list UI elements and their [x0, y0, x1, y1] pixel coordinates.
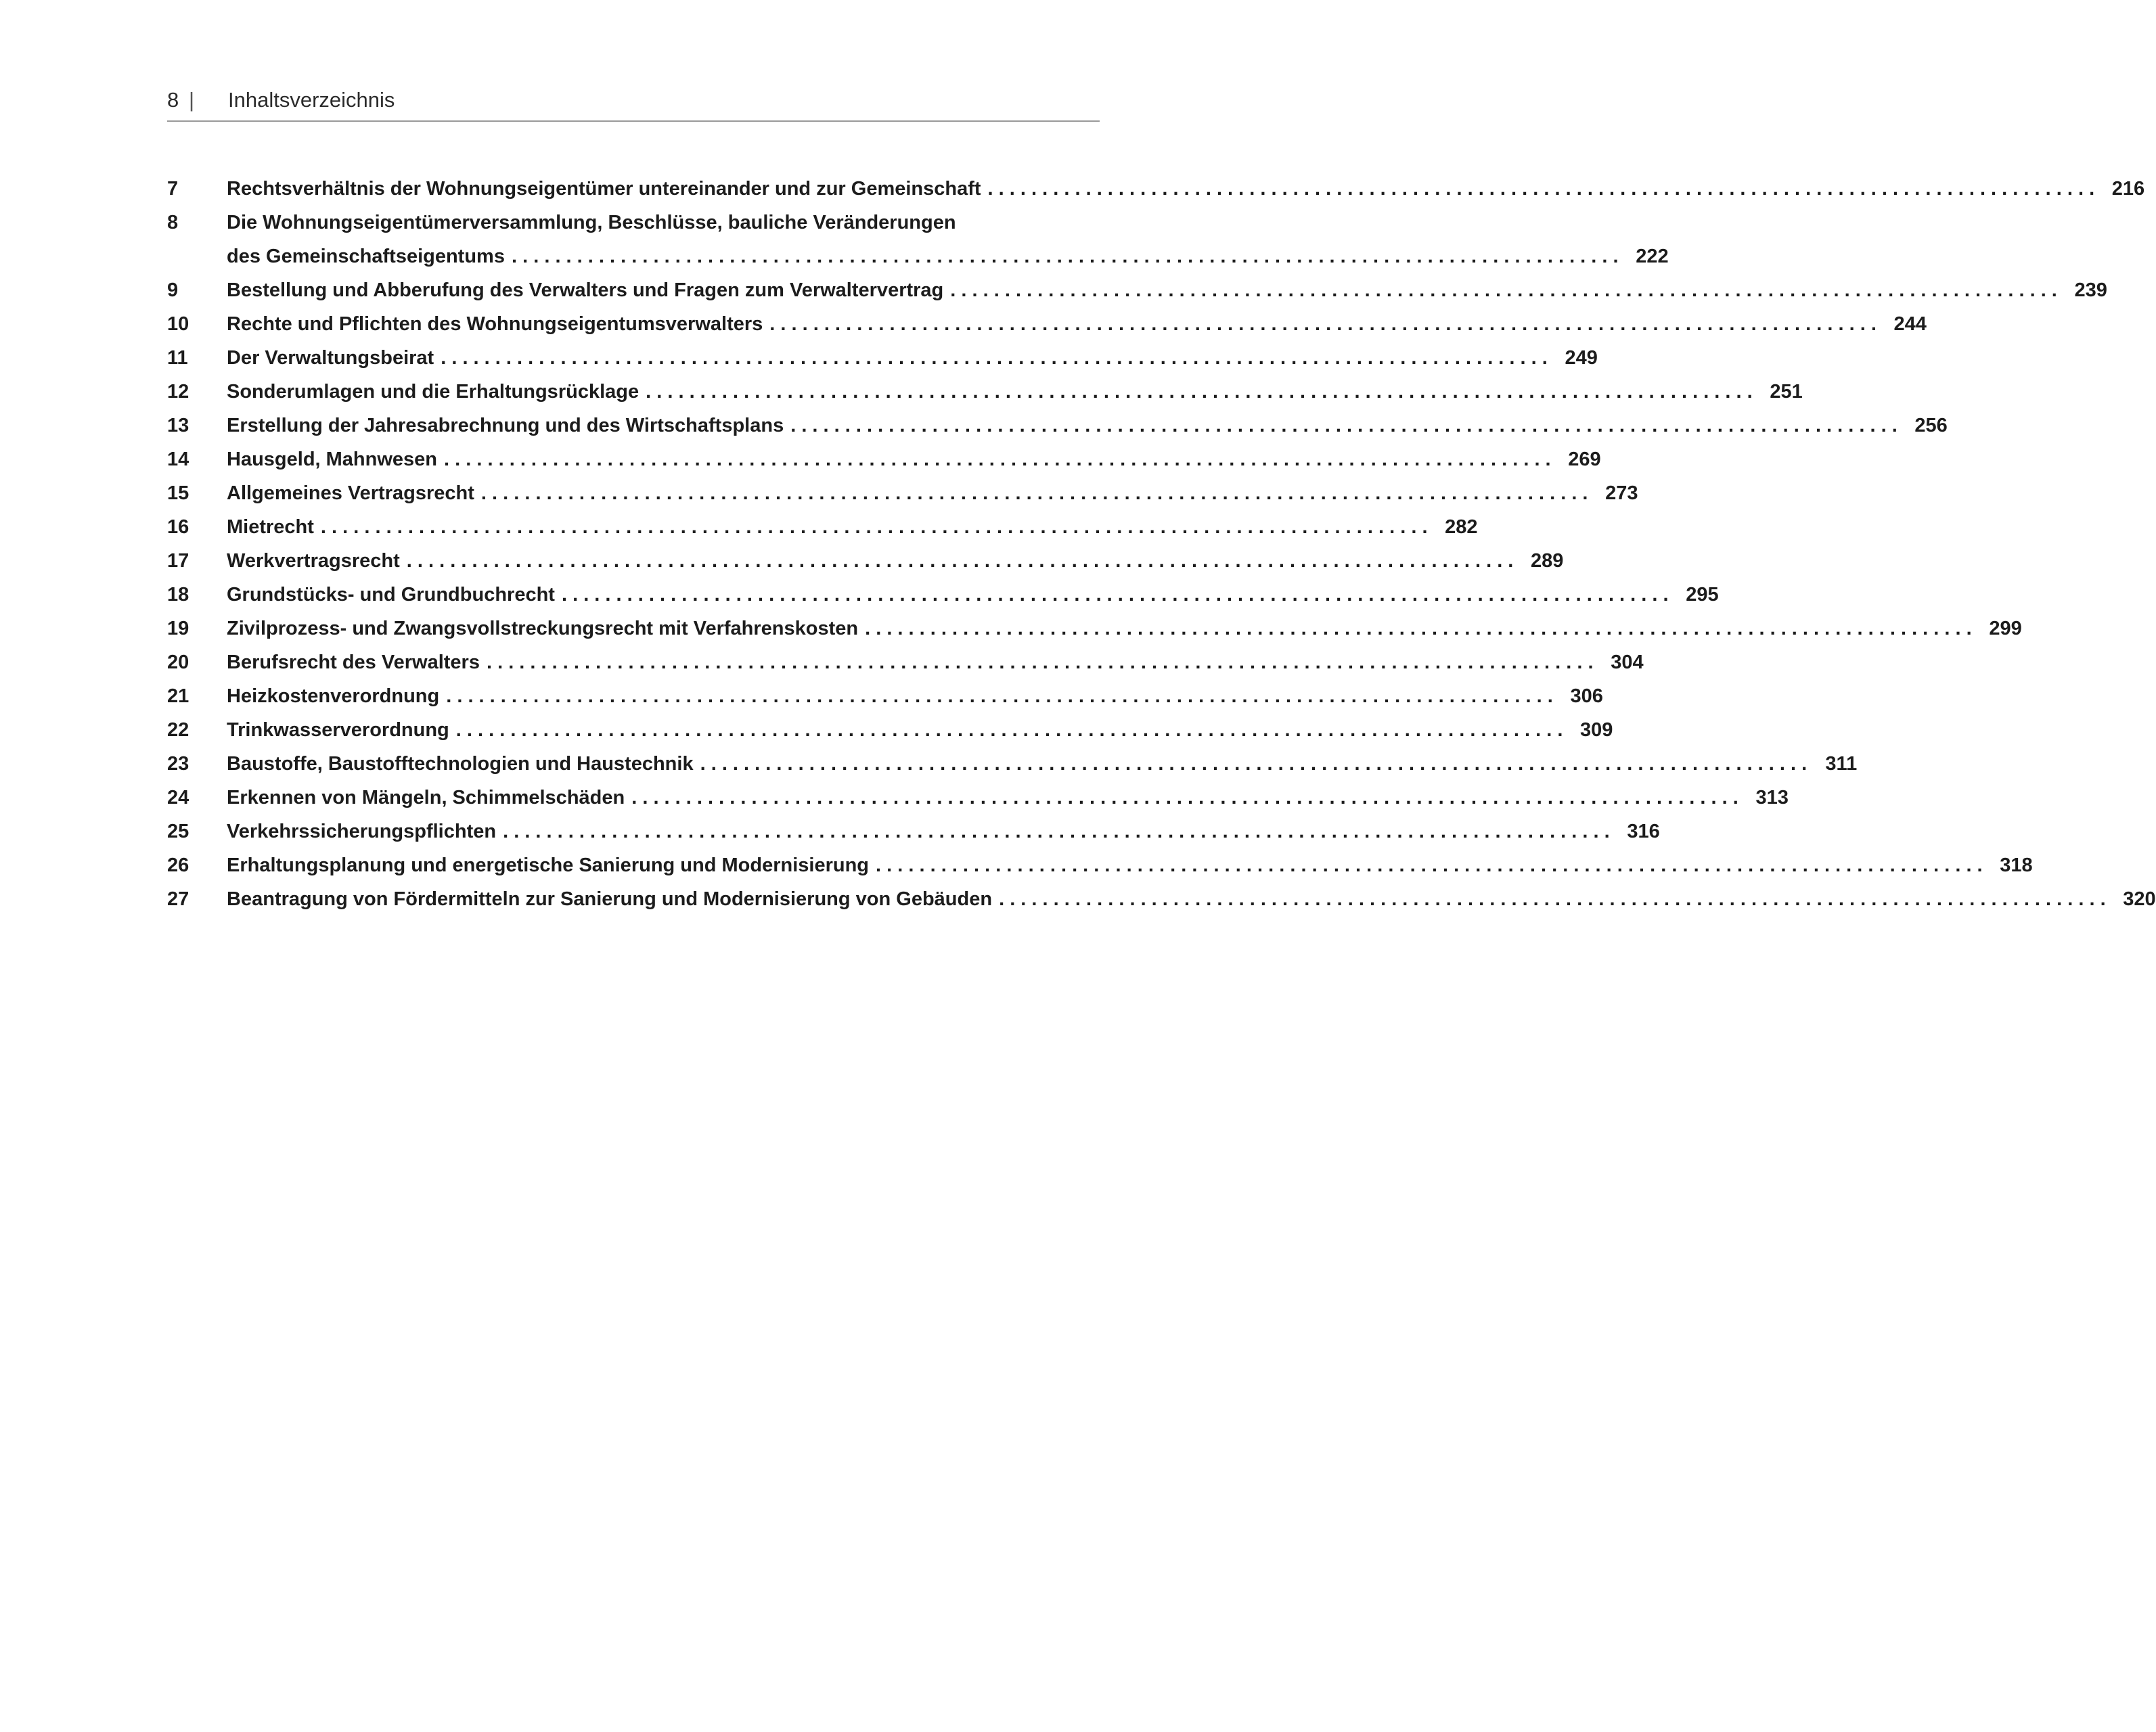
toc-page-number: 289 — [1530, 550, 1564, 572]
toc-entry[interactable] — [167, 273, 2107, 307]
toc-chapter-title: Erhaltungsplanung und energetische Sanierung und Modernisierung — [227, 854, 870, 876]
toc-entry-body — [227, 273, 2107, 307]
toc-page-number: 304 — [1611, 652, 1644, 673]
toc-entry-body — [227, 645, 1644, 679]
toc-chapter-number: 22 — [167, 719, 189, 741]
toc-entry[interactable] — [167, 815, 1660, 848]
toc-chapter-number: 15 — [167, 482, 189, 504]
toc-entry[interactable] — [167, 645, 1644, 679]
toc-page-number: 309 — [1580, 719, 1613, 741]
toc-entry[interactable] — [167, 510, 1478, 544]
toc-chapter-number: 12 — [167, 381, 189, 403]
toc-entry[interactable] — [167, 409, 1948, 442]
toc-dot-leader — [876, 848, 1983, 882]
toc-chapter-title: Hausgeld, Mahnwesen — [227, 449, 438, 470]
toc-entry-body — [227, 375, 1803, 409]
toc-entry-body — [227, 172, 2144, 206]
toc-chapter-title: des Gemeinschaftseigentums — [227, 246, 505, 267]
toc-line — [227, 476, 1638, 510]
toc-entry[interactable] — [167, 307, 1927, 341]
toc-entry-body — [227, 612, 2022, 645]
toc-entry-body — [227, 206, 1669, 273]
toc-entry[interactable] — [167, 544, 1564, 578]
toc-dot-leader — [631, 781, 1738, 815]
toc-chapter-number: 26 — [167, 854, 189, 876]
toc-chapter-number: 25 — [167, 821, 189, 842]
toc-chapter-title: Mietrecht — [227, 516, 314, 538]
toc-entry[interactable] — [167, 679, 1603, 713]
toc-chapter-title: Berufsrecht des Verwalters — [227, 652, 480, 673]
toc-chapter-number: 24 — [167, 787, 189, 808]
toc-entry-body — [227, 882, 2156, 916]
toc-chapter-number: 21 — [167, 685, 189, 707]
toc-entry-body — [227, 713, 1613, 747]
toc-chapter-title: Erkennen von Mängeln, Schimmelschäden — [227, 787, 625, 808]
toc-line — [227, 679, 1603, 713]
toc-entry[interactable] — [167, 375, 1803, 409]
toc-chapter-title: Die Wohnungseigentümerversammlung, Beschlüsse, bauliche Veränderungen — [227, 212, 956, 233]
toc-entry-body — [227, 442, 1601, 476]
toc-line — [227, 645, 1644, 679]
toc-entry[interactable] — [167, 747, 1858, 781]
toc-line — [227, 172, 2144, 206]
toc-chapter-title: Bestellung und Abberufung des Verwalters und Fragen zum Verwaltervertrag — [227, 279, 944, 301]
header-separator: | — [189, 88, 195, 112]
toc-page-number: 282 — [1445, 516, 1478, 538]
toc-entry-body — [227, 510, 1478, 544]
toc-dot-leader — [321, 510, 1428, 544]
toc-chapter-title: Grundstücks- und Grundbuchrecht — [227, 584, 555, 606]
table-of-contents — [167, 172, 2156, 916]
toc-chapter-number: 27 — [167, 888, 189, 910]
toc-chapter-title: Trinkwasserverordnung — [227, 719, 449, 741]
toc-line — [227, 510, 1478, 544]
toc-line — [227, 240, 1669, 273]
toc-line — [227, 882, 2156, 916]
toc-page-number: 216 — [2111, 178, 2145, 200]
toc-entry-body — [227, 747, 1857, 781]
toc-dot-leader — [444, 442, 1551, 476]
toc-chapter-number: 7 — [167, 178, 179, 200]
toc-chapter-title: Sonderumlagen und die Erhaltungsrücklage — [227, 381, 639, 403]
toc-entry-body — [227, 476, 1638, 510]
toc-page-number: 320 — [2123, 888, 2156, 910]
page-header — [167, 85, 1100, 122]
toc-entry-body — [227, 544, 1563, 578]
toc-chapter-number: 18 — [167, 584, 189, 606]
toc-line — [227, 442, 1601, 476]
toc-dot-leader — [407, 544, 1514, 578]
toc-entry-body — [227, 409, 1948, 442]
toc-dot-leader — [456, 713, 1563, 747]
toc-dot-leader — [503, 815, 1610, 848]
toc-page-number: 318 — [2000, 854, 2033, 876]
toc-line — [227, 747, 1857, 781]
toc-entry[interactable] — [167, 781, 1789, 815]
toc-page-number: 256 — [1914, 415, 1948, 436]
toc-entry[interactable] — [167, 341, 1598, 375]
toc-page-number: 269 — [1568, 449, 1601, 470]
toc-entry[interactable] — [167, 848, 2033, 882]
toc-entry[interactable] — [167, 713, 1613, 747]
toc-chapter-title: Allgemeines Vertragsrecht — [227, 482, 474, 504]
toc-chapter-number: 20 — [167, 652, 189, 673]
page-number: 8 — [167, 88, 179, 112]
toc-chapter-title: Verkehrssicherungspflichten — [227, 821, 497, 842]
toc-chapter-title: Beantragung von Fördermitteln zur Sanierung und Modernisierung von Gebäuden — [227, 888, 993, 910]
toc-line — [227, 273, 2107, 307]
toc-dot-leader — [562, 578, 1669, 612]
toc-page-number: 311 — [1825, 753, 1858, 775]
toc-line — [227, 848, 2033, 882]
toc-entry[interactable] — [167, 206, 1669, 273]
toc-entry[interactable] — [167, 612, 2022, 645]
toc-chapter-title: Werkvertragsrecht — [227, 550, 400, 572]
toc-page-number: 313 — [1755, 787, 1789, 808]
toc-entry-body — [227, 848, 2033, 882]
toc-entry-body — [227, 815, 1660, 848]
toc-page-number: 244 — [1893, 313, 1927, 335]
toc-page-number: 222 — [1636, 246, 1669, 267]
toc-chapter-number: 9 — [167, 279, 179, 301]
toc-chapter-title: Rechtsverhältnis der Wohnungseigentümer untereinander und zur Gemeinschaft — [227, 178, 981, 200]
toc-dot-leader — [988, 172, 2095, 206]
toc-line — [227, 612, 2022, 645]
toc-chapter-title: Rechte und Pflichten des Wohnungseigentumsverwalters — [227, 313, 763, 335]
toc-dot-leader — [481, 476, 1588, 510]
toc-line — [227, 341, 1598, 375]
toc-chapter-number: 19 — [167, 618, 189, 639]
toc-entry[interactable] — [167, 476, 1638, 510]
toc-chapter-number: 10 — [167, 313, 189, 335]
toc-chapter-number: 17 — [167, 550, 189, 572]
toc-page-number: 316 — [1627, 821, 1660, 842]
toc-line — [227, 815, 1660, 848]
toc-chapter-number: 8 — [167, 212, 179, 233]
toc-entry[interactable] — [167, 578, 1719, 612]
toc-entry-body — [227, 781, 1789, 815]
toc-chapter-title: Erstellung der Jahresabrechnung und des Wirtschaftsplans — [227, 415, 784, 436]
toc-dot-leader — [446, 679, 1553, 713]
toc-dot-leader — [865, 612, 1972, 645]
toc-chapter-title: Der Verwaltungsbeirat — [227, 347, 434, 369]
toc-entry-body — [227, 341, 1598, 375]
toc-line — [227, 713, 1613, 747]
toc-dot-leader — [950, 273, 2057, 307]
toc-chapter-number: 23 — [167, 753, 189, 775]
toc-entry[interactable] — [167, 172, 2145, 206]
toc-entry-body — [227, 679, 1603, 713]
toc-dot-leader — [790, 409, 1897, 442]
toc-line — [227, 307, 1927, 341]
toc-page-number: 295 — [1686, 584, 1719, 606]
toc-entry[interactable] — [167, 442, 1601, 476]
running-head — [167, 85, 1100, 115]
toc-line — [227, 375, 1803, 409]
toc-entry-body — [227, 307, 1927, 341]
toc-entry-body — [227, 578, 1719, 612]
toc-chapter-number: 16 — [167, 516, 189, 538]
toc-chapter-number: 11 — [167, 347, 188, 369]
toc-line — [227, 578, 1719, 612]
toc-page-number: 273 — [1605, 482, 1638, 504]
toc-chapter-title: Heizkostenverordnung — [227, 685, 440, 707]
toc-dot-leader — [999, 882, 2106, 916]
toc-entry[interactable] — [167, 882, 2156, 916]
toc-chapter-number: 13 — [167, 415, 189, 436]
toc-dot-leader — [769, 307, 1877, 341]
toc-line — [227, 409, 1948, 442]
toc-page-number: 306 — [1570, 685, 1603, 707]
toc-dot-leader — [646, 375, 1753, 409]
running-head-title: Inhaltsverzeichnis — [228, 88, 395, 112]
toc-line — [227, 781, 1789, 815]
toc-page-number: 299 — [1989, 618, 2022, 639]
toc-page-number: 249 — [1565, 347, 1598, 369]
toc-dot-leader — [700, 747, 1807, 781]
toc-line — [227, 206, 1669, 240]
toc-line — [227, 544, 1563, 578]
toc-page-number: 251 — [1770, 381, 1803, 403]
toc-chapter-number: 14 — [167, 449, 189, 470]
toc-dot-leader — [512, 240, 1619, 273]
toc-dot-leader — [487, 645, 1594, 679]
toc-chapter-title: Zivilprozess- und Zwangsvollstreckungsrecht mit Verfahrenskosten — [227, 618, 859, 639]
toc-chapter-title: Baustoffe, Baustofftechnologien und Haustechnik — [227, 753, 694, 775]
toc-dot-leader — [441, 341, 1548, 375]
toc-page-number: 239 — [2074, 279, 2107, 301]
